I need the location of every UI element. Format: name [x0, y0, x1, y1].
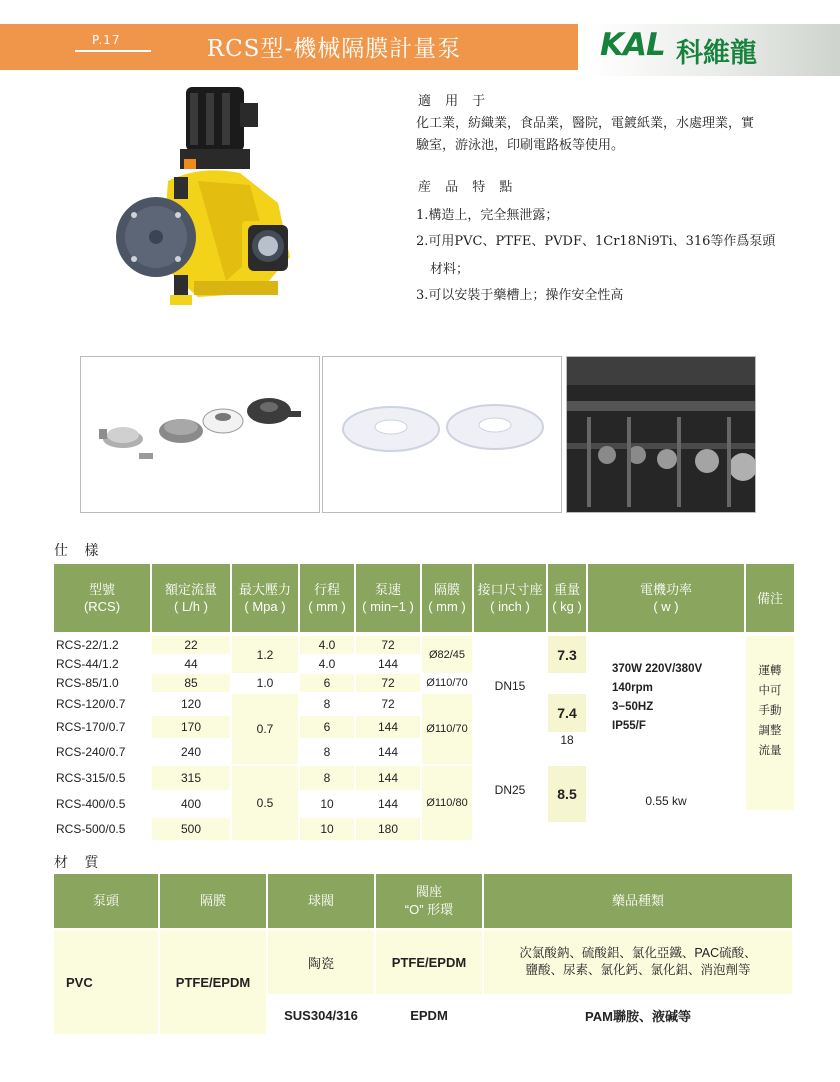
stroke-cell: 8	[300, 766, 354, 790]
flow-cell: 315	[152, 766, 230, 790]
material-header-head: 泵頭	[54, 874, 158, 928]
feature-item-2: 2.可用PVC、PTFE、PVDF、1Cr18Ni9Ti、316等作爲泵頭	[416, 234, 776, 249]
photo-diaphragms	[322, 356, 562, 513]
port-cell: DN15	[494, 679, 526, 693]
motor-small: 0.55 kw	[645, 794, 687, 808]
model-cell: RCS-170/0.7	[56, 720, 126, 734]
material-head: PVC	[54, 930, 158, 1034]
stroke-cell: 8	[323, 697, 331, 711]
weight-cell: 7.3	[548, 636, 586, 673]
material-title: 材 質	[54, 855, 105, 871]
header-model: 型號 (RCS)	[54, 564, 150, 632]
material-chem-1: 次氯酸鈉、硫酸鋁、氯化亞鐵、PAC硫酸、 鹽酸、尿素、氯化鈣、氯化鋁、消泡劑等	[484, 930, 792, 994]
pressure-cell: 1.2	[232, 636, 298, 673]
material-valve-2: SUS304/316	[284, 1007, 358, 1023]
pump-heads-image	[81, 357, 320, 513]
pressure-cell: 1.0	[256, 676, 274, 690]
pump-product-image	[90, 85, 400, 331]
feature-item-1: 1.構造上，完全無泄露；	[416, 208, 559, 223]
speed-cell: 144	[377, 657, 399, 671]
header-weight: 重量 ( kg )	[548, 564, 586, 632]
application-heading: 適 用 于	[418, 94, 491, 109]
header-flow: 額定流量 ( L/h )	[152, 564, 230, 632]
model-cell: RCS-120/0.7	[56, 697, 126, 711]
diaphragm-cell: Ø110/80	[422, 766, 472, 840]
speed-cell: 72	[356, 674, 420, 692]
model-cell: RCS-85/1.0	[56, 676, 119, 690]
weight-cell: 8.5	[548, 766, 586, 822]
flow-cell: 22	[152, 636, 230, 654]
weight-cell: 7.4	[548, 694, 586, 732]
speed-cell: 144	[356, 716, 420, 738]
stroke-cell: 8	[323, 745, 331, 759]
stroke-cell: 10	[300, 818, 354, 840]
material-header-seat: 閥座 “O” 形環	[376, 874, 482, 928]
speed-cell: 180	[356, 818, 420, 840]
model-cell: RCS-400/0.5	[56, 797, 126, 811]
speed-cell: 72	[356, 636, 420, 654]
material-chem-2: PAM聯胺、液碱等	[585, 1008, 691, 1024]
feature-item-2-cont: 材料；	[430, 262, 470, 277]
diaphragm-cell: Ø110/70	[426, 677, 468, 689]
speed-cell: 144	[377, 745, 399, 759]
header-note: 備注	[746, 564, 794, 632]
page-number: P.17	[92, 33, 121, 47]
stroke-cell: 6	[300, 674, 354, 692]
flow-cell: 500	[152, 818, 230, 840]
header-pressure: 最大壓力 ( Mpa )	[232, 564, 298, 632]
application-line-1: 化工業，紡織業，食品業，醫院，電鍍紙業，水處理業，實	[416, 116, 755, 131]
header-speed: 泵速 ( min−1 )	[356, 564, 420, 632]
stroke-cell: 6	[300, 716, 354, 738]
speed-cell: 144	[356, 766, 420, 790]
brand-logo-cn: 科維龍	[676, 38, 757, 69]
flow-cell: 240	[180, 745, 202, 759]
brand-logo: KAL	[600, 27, 665, 63]
material-header-diaphragm: 隔膜	[160, 874, 266, 928]
stroke-cell: 4.0	[318, 657, 336, 671]
note-text: 運轉 中可 手動 調整 流量	[758, 663, 782, 757]
header-diaphragm: 隔膜 ( mm )	[422, 564, 472, 632]
diaphragms-image	[323, 357, 562, 513]
feature-item-3: 3.可以安裝于藥槽上；操作安全性高	[416, 288, 624, 303]
flow-cell: 120	[180, 697, 202, 711]
pressure-cell: 0.5	[232, 766, 298, 840]
features-heading: 産 品 特 點	[418, 180, 518, 195]
stroke-cell: 10	[320, 797, 334, 811]
header-motor: 電機功率 ( w )	[588, 564, 744, 632]
speed-cell: 72	[381, 697, 395, 711]
diaphragm-cell: Ø110/70	[422, 694, 472, 764]
material-seat-2: EPDM	[410, 1007, 448, 1023]
stroke-cell: 4.0	[300, 636, 354, 654]
motor-spec: 370W 220V/380V 140rpm 3−50HZ IP55/F	[612, 663, 703, 732]
photo-installation	[566, 356, 756, 513]
spec-title: 仕 樣	[54, 543, 105, 559]
header-stroke: 行程 ( mm )	[300, 564, 354, 632]
flow-cell: 44	[184, 657, 198, 671]
flow-cell: 400	[180, 797, 202, 811]
material-header-chem: 藥品種類	[484, 874, 792, 928]
material-seat-1: PTFE/EPDM	[376, 930, 482, 994]
weight-cell: 18	[560, 733, 574, 747]
flow-cell: 170	[152, 716, 230, 738]
flow-cell: 85	[152, 674, 230, 692]
diaphragm-cell: Ø82/45	[422, 636, 472, 673]
model-cell: RCS-240/0.7	[56, 745, 126, 759]
speed-cell: 144	[377, 797, 399, 811]
material-valve-1: 陶瓷	[268, 930, 374, 994]
port-cell: DN25	[494, 783, 526, 797]
model-cell: RCS-44/1.2	[56, 657, 119, 671]
material-header-valve: 球閥	[268, 874, 374, 928]
material-diaphragm: PTFE/EPDM	[160, 930, 266, 1034]
header-port: 接口尺寸座 ( inch )	[474, 564, 546, 632]
page-title: RCS型-機械隔膜計量泵	[206, 36, 462, 62]
application-line-2: 驗室，游泳池，印刷電路板等使用。	[416, 138, 625, 153]
model-cell: RCS-315/0.5	[56, 771, 126, 785]
photo-pump-heads	[80, 356, 320, 513]
model-cell: RCS-500/0.5	[56, 822, 126, 836]
pressure-cell: 0.7	[232, 694, 298, 764]
installation-image	[567, 357, 756, 513]
model-cell: RCS-22/1.2	[56, 638, 119, 652]
